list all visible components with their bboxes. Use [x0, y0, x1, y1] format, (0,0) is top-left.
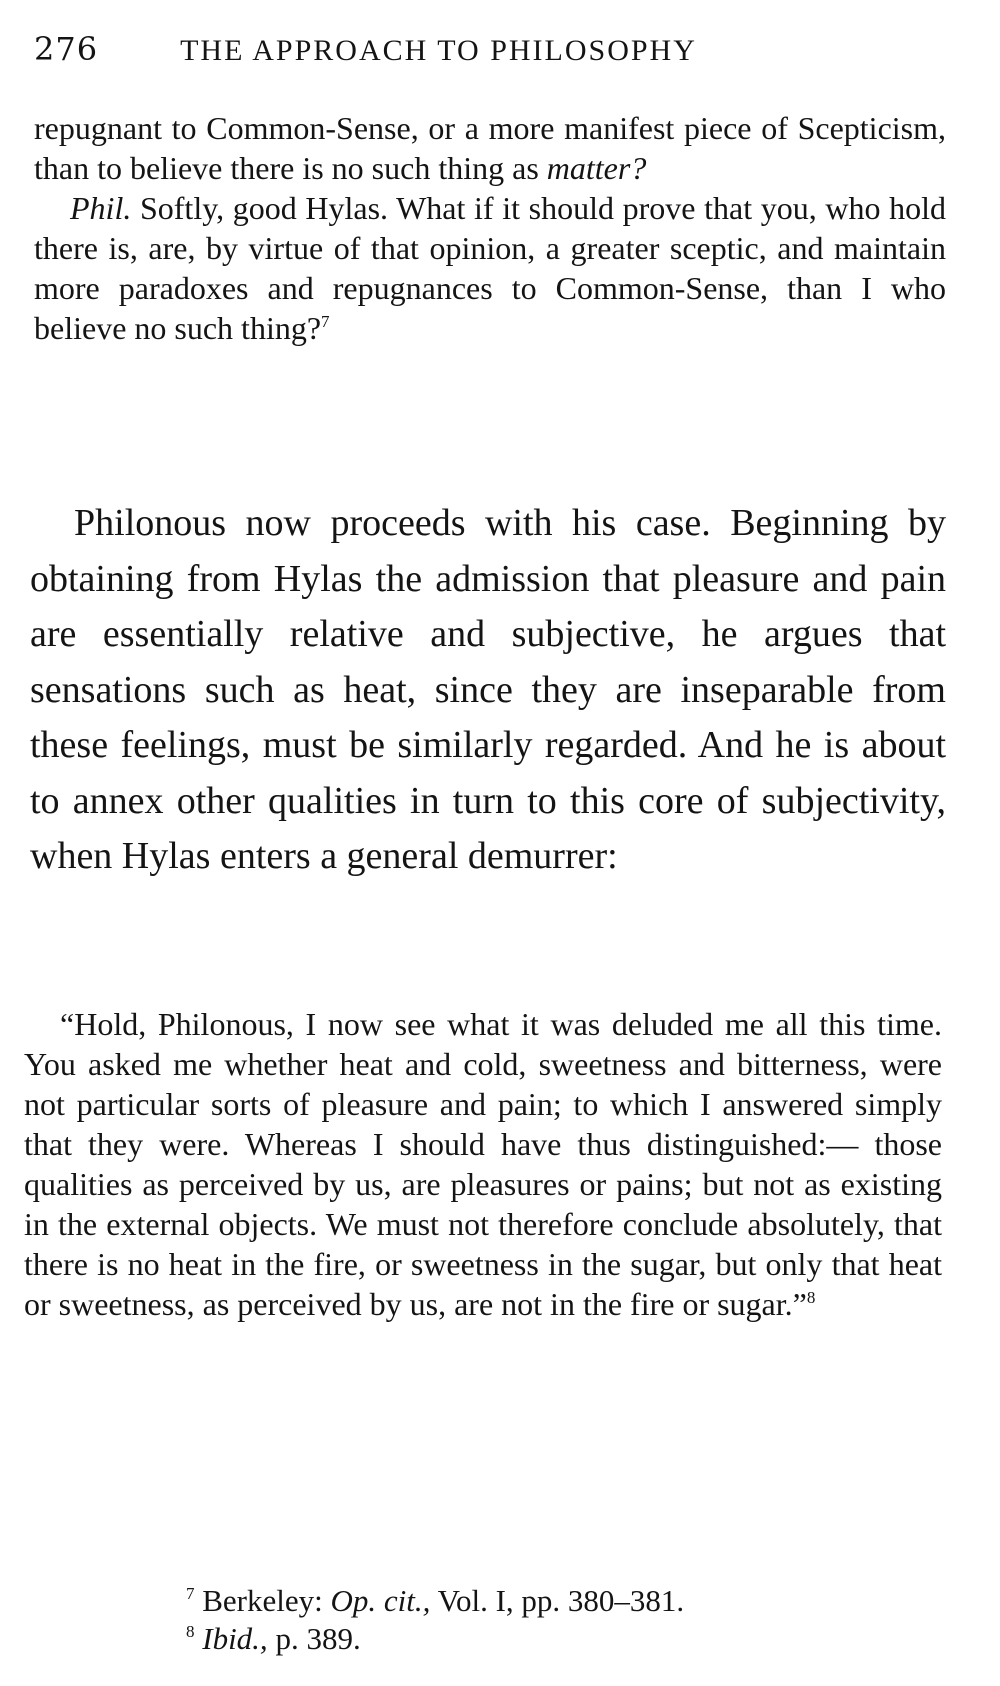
- dialogue-excerpt: [34, 108, 946, 348]
- footnotes: [186, 1582, 886, 1658]
- page-header: [34, 30, 954, 70]
- phil-speech: Softly, good Hylas. What if it should prove that you, who hold there is, are, by virtue of that opinion, a greater sceptic, and maintain more paradoxes and repugnances to Common-Sense, than I who believe no such thing?: [34, 190, 947, 346]
- phil-speech-paragraph: [34, 188, 946, 348]
- quote-text: “Hold, Philonous, I now see what it was deluded me all this time. You asked me whether heat and cold, sweetness and bitterness, were not particular sorts of pleasure and pain; to which I answered simply that they were. Whereas I should have thus distinguished:— those qualities as perceived by us, are pleasures or pains; but not as existing in the external objects. We must not therefore conclude absolutely, that there is no heat in the fire, or sweetness in the sugar, but only that heat or sweetness, as perceived by us, are not in the fire or sugar.”: [24, 1006, 942, 1322]
- continuation-italic: matter?: [546, 150, 647, 186]
- footnote-ref-7: 7: [321, 312, 330, 331]
- dialogue-continuation: [34, 108, 946, 188]
- footnote-7: [186, 1582, 886, 1620]
- speaker-label: Phil.: [70, 190, 132, 226]
- footnote-rest: p. 389.: [275, 1621, 361, 1656]
- page-number: 276: [34, 30, 99, 68]
- footnote-italic: Ibid.,: [202, 1621, 268, 1656]
- footnote-author: Berkeley:: [202, 1583, 323, 1618]
- running-title: THE APPROACH TO PHILOSOPHY: [180, 34, 697, 67]
- continuation-text: repugnant to Common-Sense, or a more manifest piece of Scepticism, than to believe there is no such thing as: [34, 110, 946, 186]
- quote-paragraph: [24, 1004, 942, 1324]
- main-paragraph: [30, 496, 946, 885]
- footnote-number: 8: [186, 1622, 195, 1641]
- footnote-rest: Vol. I, pp. 380–381.: [437, 1583, 685, 1618]
- footnote-italic: Op. cit.,: [330, 1583, 431, 1618]
- footnote-ref-8: 8: [806, 1288, 816, 1307]
- footnote-8: [186, 1620, 886, 1658]
- footnote-number: 7: [186, 1584, 195, 1603]
- main-paragraph-text: Philonous now proceeds with his case. Beginning by obtaining from Hylas the admission that pleasure and pain are essentially relative and subjective, he argues that sensations such as heat, since they are inseparable from these feelings, must be similarly regarded. And he is about to annex other qualities in turn to this core of subjectivity, when Hylas enters a general demurrer:: [30, 502, 946, 877]
- block-quote: [24, 1004, 942, 1324]
